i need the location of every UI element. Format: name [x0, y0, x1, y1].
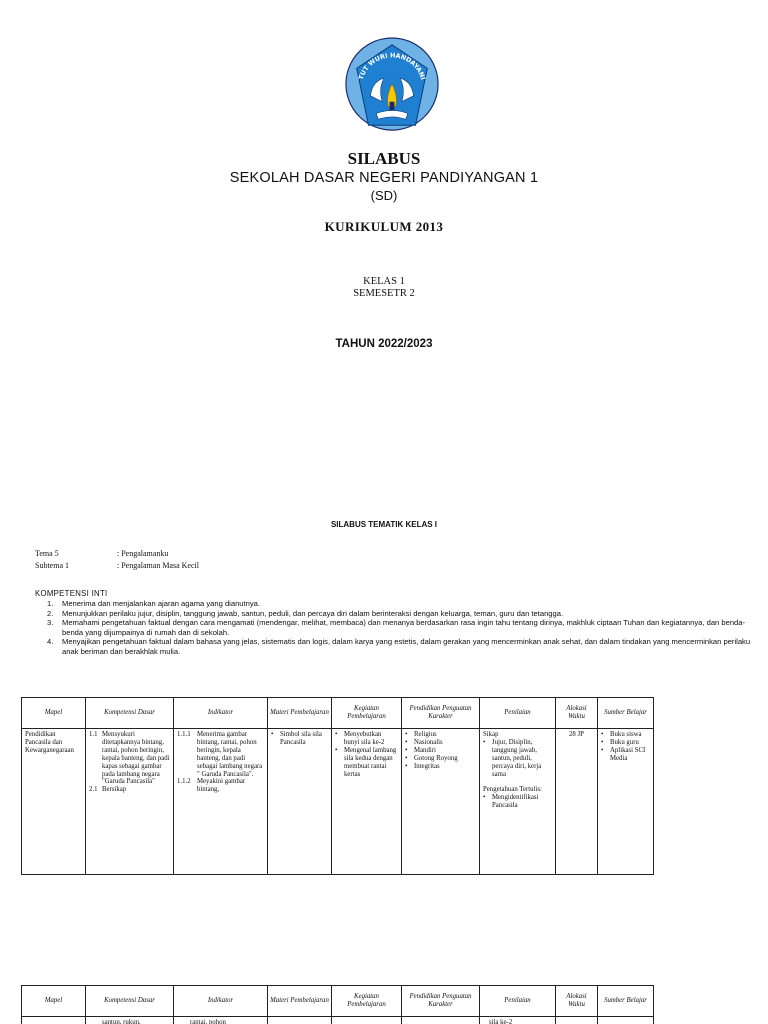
sumber-text: Buku guru	[610, 738, 639, 746]
cell-penilaian	[480, 1017, 556, 1024]
col-header-kegiatan: Kegiatan Pembelajaran	[332, 986, 402, 1017]
materi-item	[271, 731, 328, 747]
materi-text: Simbol sila sila Pancasila	[280, 731, 322, 746]
ki-item	[35, 618, 763, 637]
bullet-icon: •	[405, 738, 408, 746]
cell-indikator	[174, 1017, 268, 1024]
kegiatan-item	[335, 731, 398, 747]
karakter-text: Gotong Royong	[414, 754, 458, 762]
kegiatan-item	[335, 747, 398, 779]
col-header-mapel: Mapel	[22, 698, 86, 729]
tut-wuri-handayani-logo	[343, 36, 441, 136]
karakter-item	[405, 739, 476, 747]
ki-item	[35, 637, 763, 656]
meta-tema	[35, 549, 168, 558]
ki-list	[35, 599, 763, 656]
cell-materi	[268, 729, 332, 875]
kegiatan-text: Mengenal lambang sila kedua dengan membuat rantai kertas	[344, 746, 397, 778]
cell-kd	[86, 1017, 174, 1024]
indikator-number: 1.1.2	[177, 778, 191, 786]
cell-mapel	[22, 1017, 86, 1024]
ki-number: 3.	[47, 618, 54, 627]
col-header-indikator: Indikator	[174, 986, 268, 1017]
cell-penilaian	[480, 729, 556, 875]
ki-number: 4.	[47, 637, 54, 646]
sumber-text: Aplikasi SCI Media	[610, 746, 646, 762]
col-header-sumber: Sumber Belajar	[598, 986, 654, 1017]
cell-kd	[86, 729, 174, 875]
ki-item	[35, 599, 763, 609]
kegiatan-text: Menyebutkan bunyi sila ke-2	[344, 731, 385, 746]
kd-text: Mensyukuri ditetapkannya bintang, rantai, pohon beringin, kepala banteng, dan padi kapas sebagai gambar pada lambang negara "Garuda Pancasila"	[102, 731, 170, 786]
cover-title: SILABUS	[347, 149, 421, 168]
table-header-row	[22, 986, 654, 1017]
col-header-mapel: Mapel	[22, 986, 86, 1017]
cell-alokasi: 28 JP	[556, 729, 598, 875]
col-header-karakter: Pendidikan Penguatan Karakter	[402, 698, 480, 729]
karakter-text: Religius	[414, 731, 437, 738]
kd-number: 2.1	[89, 786, 98, 794]
karakter-text: Nasionalis	[414, 738, 443, 746]
col-header-penilaian: Penilaian	[480, 986, 556, 1017]
bullet-icon: •	[335, 731, 338, 738]
indikator-text: rantai, pohon	[190, 1019, 226, 1024]
cell-sumber	[598, 1017, 654, 1024]
karakter-text: Mandiri	[414, 746, 436, 754]
kd-text: Bersikap	[102, 786, 127, 794]
meta-value: : Pengalamanku	[117, 549, 169, 558]
cell-materi	[268, 1017, 332, 1024]
table-row	[22, 729, 654, 875]
kd-item	[89, 786, 170, 794]
bullet-icon: •	[483, 794, 486, 802]
kd-text: santun, rukun,	[102, 1019, 141, 1024]
ki-text: Menyajikan pengetahuan faktual dalam bahasa yang jelas, sistematis dan logis, dalam karya yang estetis, dalam gerakan yang mencerminkan anak sehat, dan dalam tindakan yang mencerminkan perilaku anak beriman dan berakhlak mulia.	[62, 637, 751, 656]
semester-label: SEMESETR 2	[353, 288, 415, 299]
col-header-kd: Kompetensi Dasar	[86, 986, 174, 1017]
class-label: KELAS 1	[363, 276, 405, 287]
cell-karakter	[402, 1017, 480, 1024]
penilaian-text: Jujur, Disiplin, tanggung jawab, santun, peduli, percaya diri, kerja sama	[492, 738, 542, 778]
indikator-item	[177, 778, 264, 794]
col-header-kd: Kompetensi Dasar	[86, 698, 174, 729]
penilaian-sikap-heading: Sikap	[483, 731, 499, 738]
col-header-alokasi: Alokasi Waktu	[556, 698, 598, 729]
meta-key: Subtema 1	[35, 561, 69, 570]
bullet-icon: •	[601, 746, 604, 754]
karakter-item	[405, 731, 476, 739]
bullet-icon: •	[601, 731, 604, 738]
ki-heading: KOMPETENSI INTI	[35, 589, 108, 598]
penilaian-text: sila ke-2	[489, 1019, 513, 1024]
curriculum-title: KURIKULUM 2013	[324, 219, 444, 234]
col-header-alokasi: Alokasi Waktu	[556, 986, 598, 1017]
col-header-penilaian: Penilaian	[480, 698, 556, 729]
tematik-title: SILABUS TEMATIK KELAS I	[330, 520, 438, 529]
bullet-icon: •	[271, 731, 274, 738]
col-header-indikator: Indikator	[174, 698, 268, 729]
sumber-text: Buku siswa	[610, 731, 642, 738]
meta-key: Tema 5	[35, 549, 59, 558]
kd-number: 1.1	[89, 731, 98, 738]
col-header-materi: Materi Pembelajaran	[268, 698, 332, 729]
cell-alokasi	[556, 1017, 598, 1024]
ki-item	[35, 609, 763, 619]
table-row	[22, 1017, 654, 1024]
cell-karakter	[402, 729, 480, 875]
indikator-text: Menerima gambar bintang, rantai, pohon beringin, kepala banteng, dan padi sebagai lambang negara " Garuda Pancasila".	[197, 731, 263, 778]
bullet-icon: •	[483, 738, 486, 746]
indikator-text: Meyakini gambar bintang,	[197, 778, 246, 794]
ki-text: Menunjukkan perilaku jujur, disiplin, tanggung jawab, santun, peduli, dan percaya diri dalam berinteraksi dengan keluarga, teman, guru dan tetangga.	[62, 608, 564, 618]
ki-number: 2.	[47, 608, 54, 618]
indikator-item	[177, 731, 264, 778]
sumber-item	[601, 731, 650, 739]
syllabus-table	[21, 697, 654, 875]
syllabus-table-continued	[21, 985, 654, 1024]
meta-value: : Pengalaman Masa Kecil	[117, 561, 199, 570]
col-header-materi: Materi Pembelajaran	[268, 986, 332, 1017]
ki-number: 1.	[47, 599, 54, 608]
penilaian-item	[483, 739, 552, 779]
karakter-text: Integritas	[414, 762, 440, 770]
ki-text: Menerima dan menjalankan ajaran agama yang dianutnya.	[62, 599, 260, 608]
bullet-icon: •	[335, 746, 338, 754]
cell-mapel: Pendidikan Pancasila dan Kewarganegaraan	[22, 729, 86, 875]
kd-item	[89, 731, 170, 786]
penilaian-text: Mengidentifikasi Pancasila	[492, 794, 539, 810]
academic-year: TAHUN 2022/2023	[335, 338, 433, 350]
bullet-icon: •	[405, 762, 408, 770]
cell-indikator	[174, 729, 268, 875]
bullet-icon: •	[601, 738, 604, 746]
karakter-item	[405, 755, 476, 763]
sumber-item	[601, 747, 650, 763]
bullet-icon: •	[405, 754, 408, 762]
karakter-item	[405, 763, 476, 771]
school-level: (SD)	[370, 188, 398, 203]
indikator-number: 1.1.1	[177, 731, 191, 738]
meta-subtema	[35, 561, 199, 570]
cell-sumber	[598, 729, 654, 875]
col-header-karakter: Pendidikan Penguatan Karakter	[402, 986, 480, 1017]
table-header-row	[22, 698, 654, 729]
cell-kegiatan	[332, 729, 402, 875]
bullet-icon: •	[405, 731, 408, 738]
logo-arc-text: TUT WURI HANDAYANI	[356, 51, 428, 81]
col-header-kegiatan: Kegiatan Pembelajaran	[332, 698, 402, 729]
ki-text: Memahami pengetahuan faktual dengan cara mengamati (mendengar, melihat, membaca) dan menanya berdasarkan rasa ingin tahu tentang dirinya, makhluk ciptaan Tuhan dan kegiatannya, dan benda-benda yang dijumpainya di rumah dan di sekolah.	[62, 618, 746, 637]
bullet-icon: •	[405, 746, 408, 754]
school-name: SEKOLAH DASAR NEGERI PANDIYANGAN 1	[229, 170, 539, 186]
karakter-item	[405, 747, 476, 755]
col-header-sumber: Sumber Belajar	[598, 698, 654, 729]
cell-kegiatan	[332, 1017, 402, 1024]
penilaian-item	[483, 794, 552, 810]
sumber-item	[601, 739, 650, 747]
penilaian-pengetahuan-heading: Pengetahuan Tertulis:	[483, 786, 542, 794]
